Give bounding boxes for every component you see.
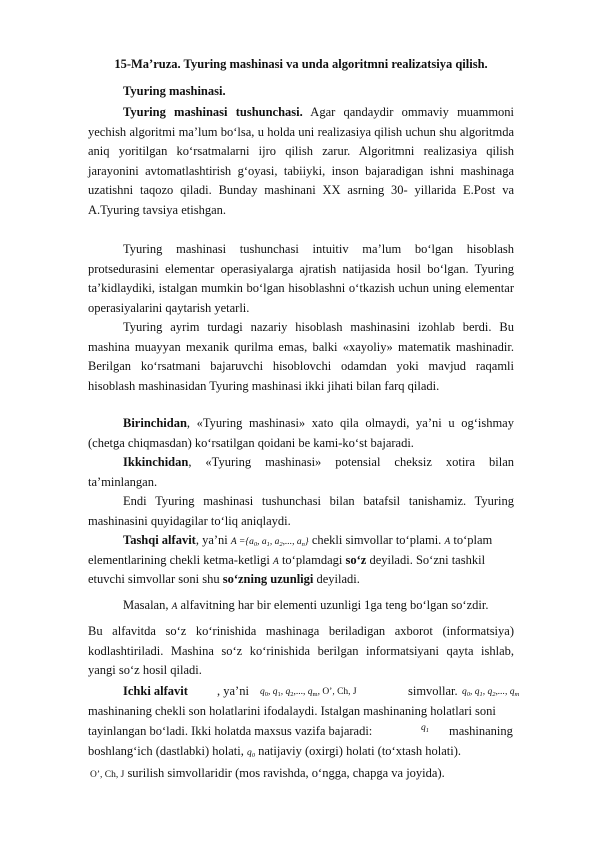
paragraph-example: Masalan, A alfavitning har bir elementi uzunligi 1ga teng bo‘lgan so‘zdir. bbox=[123, 598, 489, 612]
paragraph-internal-alphabet-line2: mashinaning chekli son holatlarini ifodalaydi. Istalgan mashinaning holatlari soni bbox=[88, 704, 496, 718]
symbol-a: A bbox=[171, 602, 178, 612]
lecture-title: 15-Ma’ruza. Tyuring mashinasi va unda algoritmni realizatsiya qilish. bbox=[114, 57, 488, 71]
paragraph-theoretical-machine: Tyuring ayrim turdagi nazariy hisoblash mashinasini izohlab berdi. Bu mashina muayyan mexanik qurilma emas, balki «xayoliy» matematik mashinadir. Berilgan ko‘rsatmani bajaruvchi hisoblovchi odamdan yoki mavjud raqamli hisoblash mashinasidan Tyuring mashinasi ikki jihati bilan farq qiladi. bbox=[88, 320, 514, 393]
paragraph-external-alphabet-line3: etuvchi simvollar soni shu so‘zning uzunligi deyiladi. bbox=[88, 572, 360, 586]
symbol-a: A bbox=[273, 557, 279, 567]
symbol-q1: $q_1$ bbox=[421, 723, 429, 734]
shift-symbols-formula: O’, Ch, J bbox=[90, 770, 125, 780]
states-formula: $q_0$, $q_1$, $q_2$,..., $q_m$ bbox=[462, 687, 520, 698]
term-secondly: Ikkinchidan bbox=[123, 455, 189, 469]
alphabet-formula: $A =\{a_0$, $a_1$, $a_2$,..., $a_n$} bbox=[230, 537, 309, 548]
paragraph-internal-alphabet-line4: boshlang‘ich (dastlabki) holati, $q_0$ natijaviy (oxirgi) holati (to‘xtash holati). bbox=[88, 744, 461, 759]
paragraph-shift-symbols: O’, Ch, J surilish simvollaridir (mos ravishda, o‘ngga, chapga va joyida). bbox=[90, 766, 445, 780]
document-page: 15-Ma’ruza. Tyuring mashinasi va unda algoritmni realizatsiya qilish. Tyuring mashinasi. Tyuring mashinasi tushunchasi. Agar qandaydir ommaviy muammoni yechish algoritmi ma’lum bo‘lsa, u holda uni realizasiya qilish uchun shu algoritmda aniq yoritilgan ko‘rsatmalarni ijro qilish zarur. Algoritmni realizasiya qilish jarayonini avtomatlashtirish g‘oyasi, tabiiyki, inson bajaradigan ishni mashinaga uzatishni taqozo qiladi. Bunday mashinani XX asrning 30- yillarida E.Post va A.Tyuring tavsiya etishgan. Tyuring mashinasi tushunchasi intuitiv ma’lum bo‘lgan hisoblash protsedurasini elementar operasiyalarga ajratish natijasida hosil bo‘lgan. Tyuring ta’kidlaydiki, istalgan mumkin bo‘lgan hisoblashni o‘tkazish uchun uning elementar operasiyalarini qaytarish yetarli. Tyuring ayrim turdagi nazariy hisoblash mashinasini izohlab berdi. Bu mashina muayyan mexanik qurilma emas, balki «xayoliy» matematik mashinadir. Berilgan ko‘rsatmani bajaruvchi hisoblovchi odamdan yoki mavjud raqamli hisoblash mashinasidan Tyuring mashinasi ikki jihati bilan farq qiladi. Birinchidan, «Tyuring mashinasi» xato qila olmaydi, ya’ni u og‘ishmay (chetga chiqmasdan) ko‘rsatilgan qoidani be kami-ko‘st bajaradi. Ikkinchidan, «Tyuring mashinasi» potensial cheksiz xotira bilan ta’minlangan. Endi Tyuring mashinasi tushunchasi bilan batafsil tanishamiz. Tyuring mashinasini quyidagilar to‘liq aniqlaydi. Tashqi alfavit, ya’ni $A =\{a_0$, $a_1$, $a_2$,..., $a_n$} chekli simvollar to‘plami. A to‘plam elementlarining chekli ketma-ketligi A to‘plamdagi so‘z deyiladi. So‘zni tashkil etuvchi simvollar soni shu so‘zning uzunligi deyiladi. Masalan, A alfavitning har bir elementi uzunligi 1ga teng bo‘lgan so‘zdir. Bu alfavitda so‘z ko‘rinishida mashinaga beriladigan axborot (informatsiya) kodlashtiriladi. Mashina so‘z ko‘rinishida berilgan informatsiyani qayta ishlab, yangi so‘z hosil qiladi. Ichki alfavit , ya’ni $q_0$, $q_1$, $q_2$,..., $q_m$, O’, Ch, J simvollar. $q_0$, $q_1$, $q_2$,..., $q_m$ mashinaning chekli son holatlarini ifodalaydi. Istalgan mashinaning holatlari soni tayinlangan bo‘ladi. Ikki holatda maxsus vazifa bajaradi: $q_1$ mashinaning boshlang‘ich (dastlabki) holati, $q_0$ natijaviy (oxirgi) holati (to‘xtash holati). O’, Ch, J surilish simvollaridir (mos ravishda, o‘ngga, chapga va joyida). bbox=[0, 0, 596, 842]
term-internal-alphabet: Ichki alfavit bbox=[123, 684, 188, 698]
symbol-a: A bbox=[444, 537, 451, 547]
term-firstly: Birinchidan bbox=[123, 416, 187, 430]
paragraph-intuitive: Tyuring mashinasi tushunchasi intuitiv ma’lum bo‘lgan hisoblash protsedurasini elementar operasiyalarga ajratish natijasida hosil bo‘lgan. Tyuring ta’kidlaydiki, istalgan mumkin bo‘lgan hisoblashni o‘tkazish uchun uning elementar operasiyalarini qaytarish yetarli. bbox=[88, 242, 514, 315]
paragraph-turing-concept: Tyuring mashinasi tushunchasi. Agar qandaydir ommaviy muammoni yechish algoritmi ma’lum bo‘lsa, u holda uni realizasiya qilish uchun shu algoritmda aniq yoritilgan ko‘rsatmalarni ijro qilish zarur. Algoritmni realizasiya qilish jarayonini avtomatlashtirish g‘oyasi, tabiiyki, inson bajaradigan ishni mashinaga uzatishni taqozo qiladi. Bunday mashinani XX asrning 30- yillarida E.Post va A.Tyuring tavsiya etishgan. bbox=[88, 105, 515, 217]
term-word: so‘z bbox=[345, 553, 367, 567]
paragraph-external-alphabet-line2: elementlarining chekli ketma-ketligi A to‘plamdagi so‘z deyiladi. So‘zni tashkil bbox=[88, 553, 486, 567]
term-word-length: so‘zning uzunligi bbox=[222, 572, 314, 586]
paragraph-firstly: Birinchidan, «Tyuring mashinasi» xato qila olmaydi, ya’ni u og‘ishmay (chetga chiqmasdan) ko‘rsatilgan qoidani be kami-ko‘st bajaradi. bbox=[88, 416, 514, 450]
paragraph-encoding: Bu alfavitda so‘z ko‘rinishida mashinaga beriladigan axborot (informatsiya) kodlashtiriladi. Mashina so‘z ko‘rinishida berilgan informatsiyani qayta ishlab, yangi so‘z hosil qiladi. bbox=[88, 624, 514, 678]
internal-alphabet-formula: $q_0$, $q_1$, $q_2$,..., $q_m$, O’, Ch, J bbox=[260, 687, 357, 698]
term-external-alphabet: Tashqi alfavit bbox=[123, 533, 196, 547]
paragraph-external-alphabet-line1: Tashqi alfavit, ya’ni $A =\{a_0$, $a_1$, $a_2$,..., $a_n$} chekli simvollar to‘plami. A to‘plam bbox=[123, 533, 493, 548]
symbol-q0: $q_0$ bbox=[247, 748, 255, 759]
paragraph-definition-intro: Endi Tyuring mashinasi tushunchasi bilan batafsil tanishamiz. Tyuring mashinasini quyidagilar to‘liq aniqlaydi. bbox=[88, 494, 514, 528]
section-heading: Tyuring mashinasi. bbox=[123, 84, 226, 98]
paragraph-secondly: Ikkinchidan, «Tyuring mashinasi» potensial cheksiz xotira bilan ta’minlangan. bbox=[88, 455, 514, 489]
term-turing-concept: Tyuring mashinasi tushunchasi. bbox=[123, 105, 303, 119]
